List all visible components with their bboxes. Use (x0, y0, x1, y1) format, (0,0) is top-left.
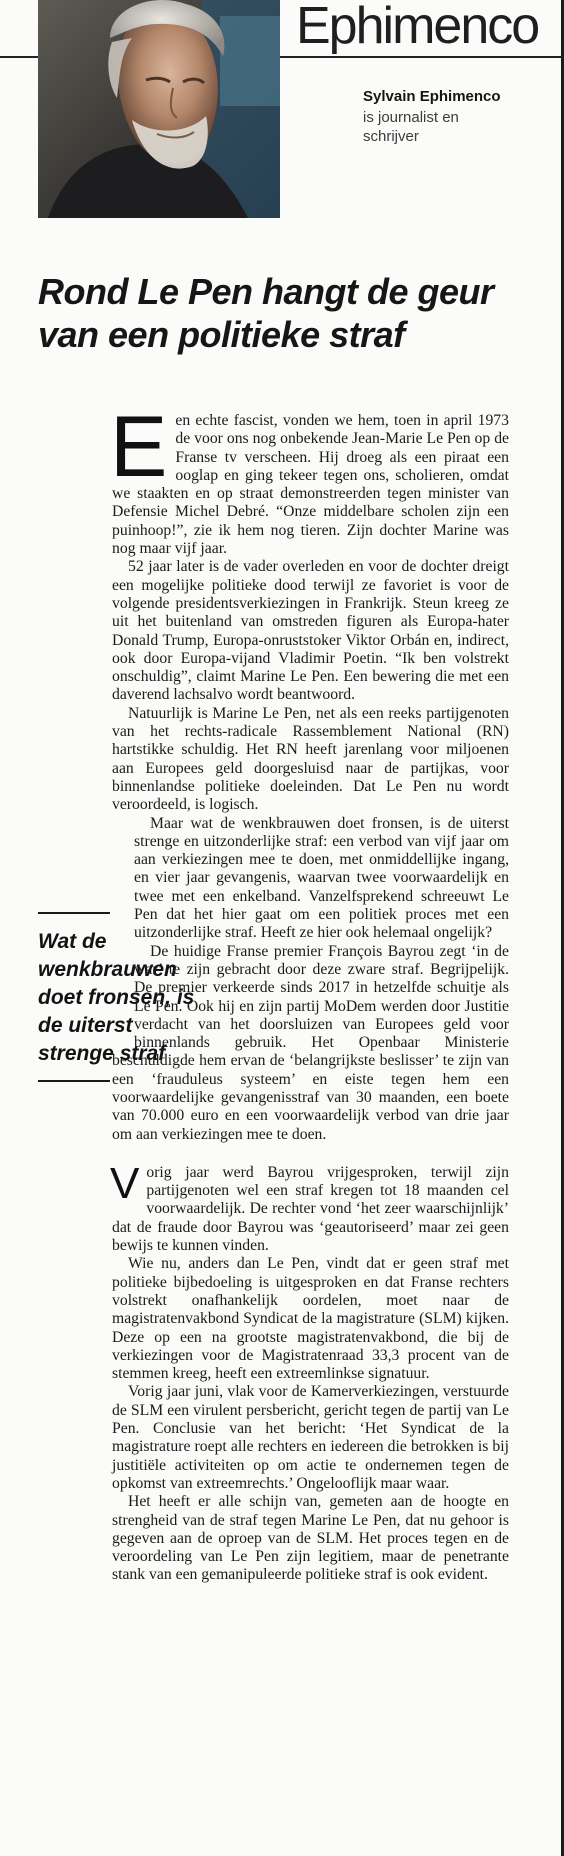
section-gap (112, 1144, 509, 1164)
article-paragraph-7: Wie nu, anders dan Le Pen, vindt dat er geen straf met politieke bijbedoeling is uitgesproken en dat Franse rechters volstrekt onafhankelijk oordelen, moet naar de magistratenvakbond Syndicat de la magistrature (SLM) kijken. Deze op een na grootste magistratenvakbond, die bij de verkiezingen voor de Magistratenraad 33,3 procent van de stemmen kreeg, heeft een extreemlinkse signatuur. (112, 1255, 509, 1383)
article-paragraph-1 (110, 399, 509, 558)
article-paragraph-4: Maar wat de wenkbrauwen doet fronsen, is de uiterst strenge en uitzonderlijke straf: een verbod van vijf jaar om aan verkiezingen mee te doen, met onmiddellijke ingang, en vier jaar gevangenis, waarvan twee voorwaardelijk en twee met een enkelband. Vanzelfsprekend schreeuwt Le Pen dat het hier gaat om een politiek proces met een uitzonderlijke straf. Heeft ze hier ook helemaal ongelijk? (134, 814, 509, 942)
drop-cap-e: E (110, 399, 168, 495)
drop-cap-v: V (110, 1158, 140, 1208)
author-name: Sylvain Ephimenco (363, 88, 501, 105)
author-portrait (38, 0, 280, 218)
article-paragraph-2: 52 jaar later is de vader overleden en voor de dochter dreigt een mogelijke politieke dood terwijl ze favoriet is voor de volgende presidentsverkiezingen in Frankrijk. Steun kreeg ze uit het buitenland van omstreden figuren als Europa-hater Donald Trump, Europa-onruststoker Viktor Orbán en, indirect, ook door Europa-vijand Vladimir Poetin. “Ik ben volstrekt onschuldig”, claimt Marine Le Pen. Een bewering die met een daverend lachsalvo wordt beantwoord. (112, 558, 509, 704)
headline: Rond Le Pen hangt de geur van een politieke straf (38, 271, 494, 355)
paragraph-1-text: en echte fascist, vonden we hem, toen in april 1973 de voor ons nog onbekende Jean-Marie Le Pen op de Franse tv verscheen. Hij droeg als een piraat een ooglap en ging tekeer tegen ons, scholieren, omdat we staakten en op straat demonstreerden tegen minister van Defensie Michel Debré. “Onze middelbare scholen zijn een puinhoop!”, zie ik hem nog tieren. Zijn dochter Marine was nog maar vijf jaar. (112, 412, 509, 558)
article-paragraph-9: Het heeft er alle schijn van, gemeten aan de hoogte en strengheid van de straf tegen Marine Le Pen, dat nu gehoor is gegeven aan de oproep van de SLM. Het proces tegen en de veroordeling van Le Pen zijn legitiem, maar de penetrante stank van een gemanipuleerde politieke straf is ook evident. (112, 1493, 509, 1584)
pullquote-text: Wat de wenkbrauwen doet fronsen, is de uiterst strenge straf (38, 930, 195, 1065)
paragraph-6-text: orig jaar werd Bayrou vrijgesproken, terwijl zijn partijgenoten wel een straf kregen tot 18 maanden cel voorwaardelijk. De rechter vond ‘het zeer waarschijnlijk’ dat de fraude door Bayrou was ‘geautoriseerd’ maar zei geen bewijs te kunnen vinden. (112, 1163, 509, 1255)
column-name: Ephimenco (296, 0, 539, 55)
article-paragraph-5: De huidige Franse premier François Bayrou zegt ‘in de war’ te zijn gebracht door deze zware straf. Begrijpelijk. De premier verkeerde sinds 2017 in hetzelfde schuitje als Le Pen. Ook hij en zijn partij MoDem werden door Justitie verdacht van het doorsluizen van Europees geld voor binnenlands gebruik. Het Openbaar Ministerie beschuldigde hem ervan de ‘belangrijkste beslisser’ te zijn van een ‘frauduleus systeem’ en eiste tegen hem een voorwaardelijke gevangenisstraf van 30 maanden, een boete van 70.000 euro en een voorwaardelijk verbod van drie jaar om aan verkiezingen mee te doen. (112, 942, 509, 1143)
pullquote-bottom-rule (38, 1080, 110, 1082)
author-role: is journalist en schrijver (363, 109, 459, 145)
article-paragraph-8: Vorig jaar juni, vlak voor de Kamerverkiezingen, verstuurde de SLM een virulent persbericht, gericht tegen de partij van Le Pen. Conclusie van het bericht: ‘Het Syndicat de la magistrature roept alle rechters en iedereen die betrokken is bij justitiële activiteiten op om actie te ondernemen tegen de opkomst van extreemrechts.’ Ongelooflijk maar waar. (112, 1383, 509, 1492)
pullquote-spacer (0, 815, 134, 1035)
article-body (110, 399, 509, 1585)
article-paragraph-6 (110, 1158, 509, 1255)
article-paragraph-3: Natuurlijk is Marine Le Pen, net als een reeks partijgenoten van het rechts-radicale Rassemblement National (RN) hartstikke schuldig. Het RN heeft jarenlang voor miljoenen aan Europees geld doorgesluisd naar de partijkas, voor binnenlandse politieke doeleinden. Dat Le Pen nu wordt veroordeeld, is logisch. (112, 704, 509, 814)
